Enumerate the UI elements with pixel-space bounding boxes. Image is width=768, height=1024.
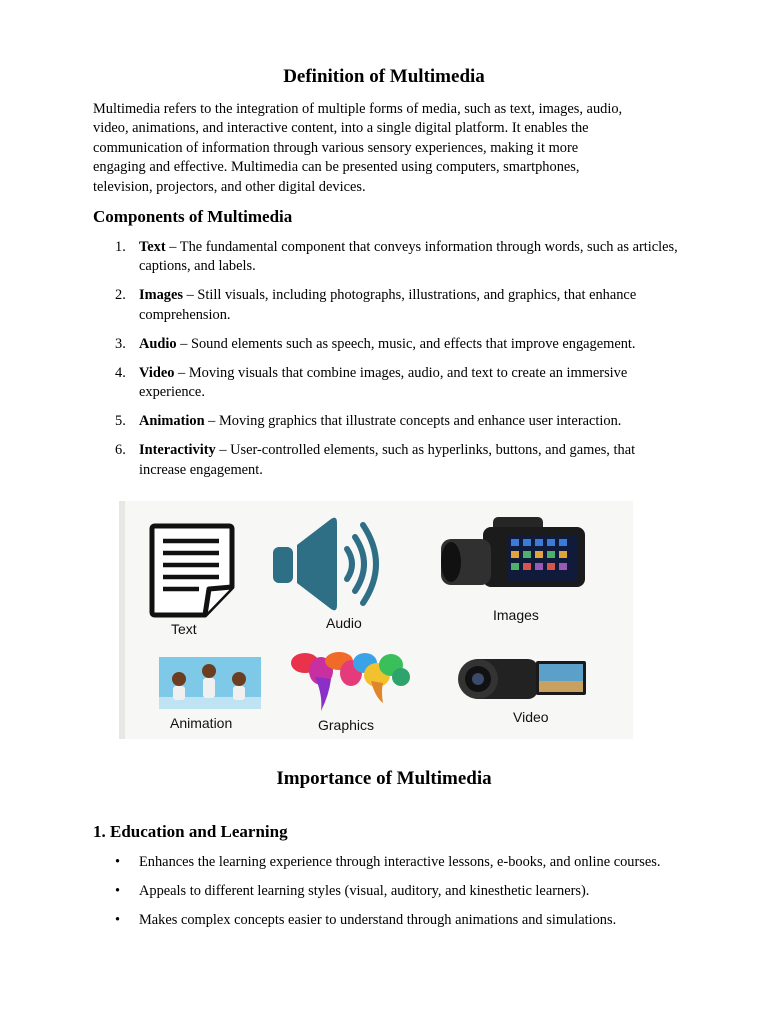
paragraph-line: communication of information through various sensory experiences, making it more (93, 139, 579, 156)
components-heading: Components of Multimedia (93, 207, 293, 226)
list-item: 1. Text – The fundamental component that conveys information through words, such as articles, captions, and labels. (115, 239, 678, 275)
item-description: – Moving graphics that illustrate concepts and enhance user interaction. (204, 413, 622, 430)
item-term: Video (139, 364, 175, 381)
item-description: – The fundamental component that conveys information through words, such as articles, captions, and labels. (139, 239, 678, 275)
document-icon (147, 523, 237, 619)
speaker-icon (271, 515, 396, 613)
item-term: Animation (139, 413, 205, 430)
definition-paragraph (93, 100, 683, 197)
camera-icon (439, 511, 589, 593)
list-item: 5. Animation – Moving graphics that illustrate concepts and enhance user interaction. (115, 413, 622, 430)
item-description: – Sound elements such as speech, music, and effects that improve engagement. (176, 335, 636, 352)
figure-edge (119, 501, 125, 739)
item-description: – Moving visuals that combine images, audio, and text to create an immersive experience. (139, 364, 628, 401)
caption-video: Video (513, 709, 549, 725)
paragraph-line: Multimedia refers to the integration of multiple forms of media, such as text, images, audio, (93, 101, 623, 117)
caption-graphics: Graphics (318, 717, 375, 733)
bullet-icon: • (115, 883, 121, 899)
caption-audio: Audio (326, 615, 362, 631)
list-item: 6. Interactivity – User-controlled elements, such as hyperlinks, buttons, and games, that increase engagement. (115, 442, 636, 478)
caption-text: Text (171, 621, 197, 637)
item-description: – User-controlled elements, such as hyperlinks, buttons, and games, that increase engagement. (139, 442, 636, 478)
item-description: – Still visuals, including photographs, illustrations, and graphics, that enhance comprehension. (139, 287, 637, 323)
item-term: Interactivity (139, 442, 216, 459)
definition-title: Definition of Multimedia (283, 66, 485, 87)
caption-animation: Animation (170, 715, 233, 731)
paragraph-line: engaging and effective. Multimedia can be presented using computers, smartphones, (93, 159, 580, 176)
camcorder-icon (454, 651, 589, 707)
paragraph-line: television, projectors, and other digital devices. (93, 178, 366, 195)
bullet-icon: • (115, 912, 121, 928)
components-list (93, 238, 683, 490)
list-item: 2. Images – Still visuals, including photographs, illustrations, and graphics, that enhance comprehension. (115, 287, 637, 323)
caption-images: Images (493, 607, 539, 623)
item-term: Audio (139, 335, 177, 352)
paint-splash-image (291, 651, 411, 713)
education-heading: 1. Education and Learning (93, 822, 288, 841)
animation-image (159, 657, 261, 709)
bullet-icon: • (115, 854, 121, 870)
importance-title: Importance of Multimedia (276, 768, 492, 789)
list-item: • Appeals to different learning styles (visual, auditory, and kinesthetic learners). (93, 882, 683, 901)
education-bullet-list (93, 853, 683, 940)
paragraph-line: video, animations, and interactive content, into a single digital platform. It enables the (93, 120, 589, 137)
list-item: 4. Video – Moving visuals that combine images, audio, and text to create an immersive experience. (115, 364, 628, 401)
list-item: • Enhances the learning experience through interactive lessons, e-books, and online courses. (93, 853, 683, 872)
list-item: • Makes complex concepts easier to understand through animations and simulations. (93, 911, 683, 930)
multimedia-components-figure (119, 501, 633, 739)
item-term: Images (139, 287, 183, 304)
list-item: 3. Audio – Sound elements such as speech, music, and effects that improve engagement. (115, 335, 636, 352)
item-term: Text (139, 239, 166, 255)
